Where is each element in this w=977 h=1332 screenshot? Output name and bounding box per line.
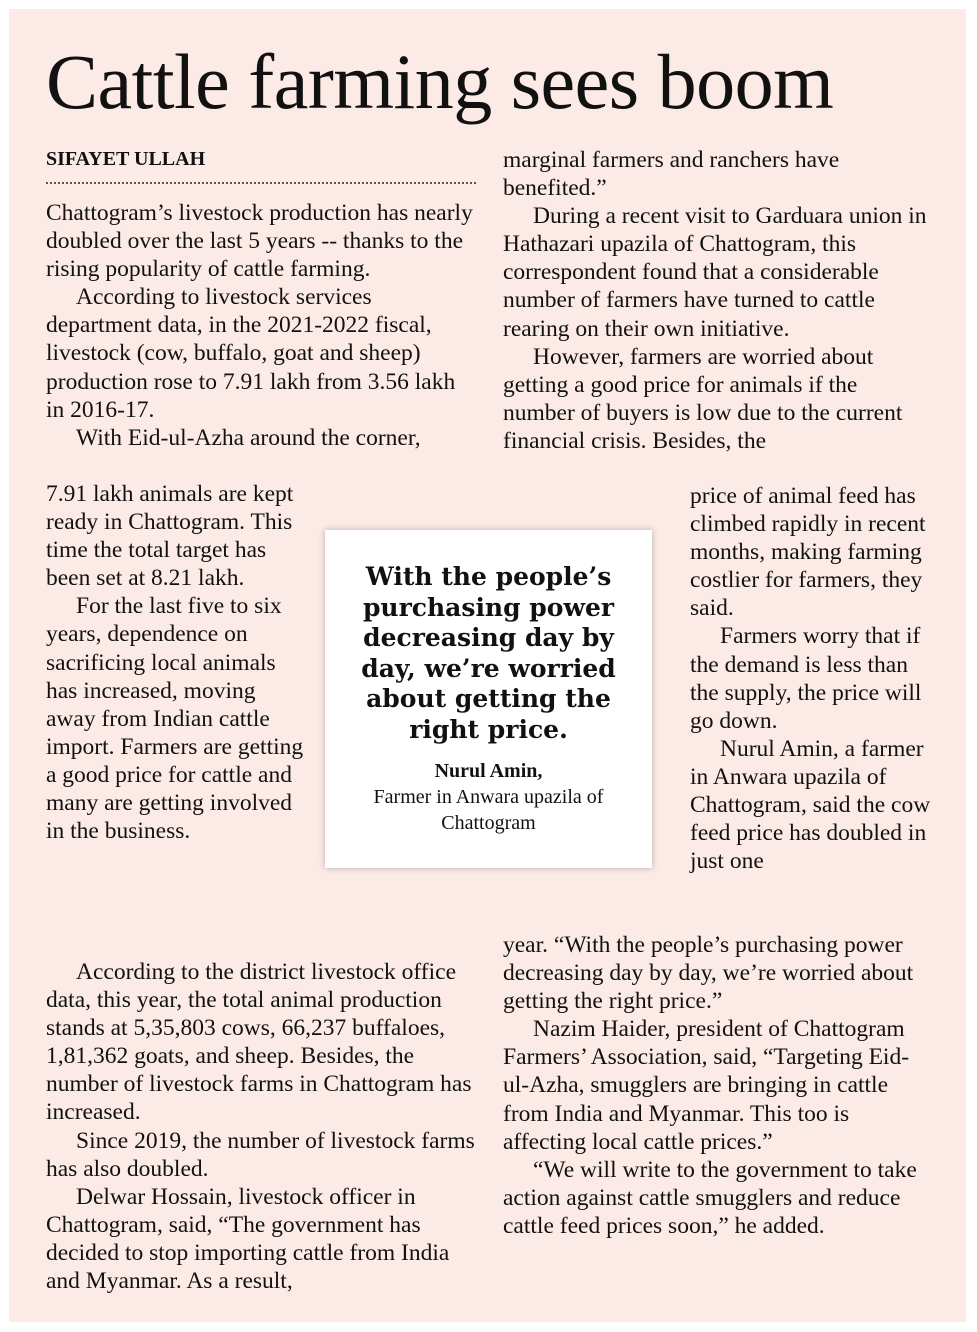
paragraph: “We will write to the government to take action against cattle smugglers and reduce cattle feed prices soon,” he added. (503, 1156, 917, 1239)
paragraph: price of animal feed has climbed rapidly in recent months, making farming costlier for farmers, they said. (690, 483, 926, 622)
pull-quote-attribution-role: Farmer in Anwara upazila of Chattogram (373, 786, 604, 834)
column-right-narrow (690, 482, 940, 875)
paragraph: Nazim Haider, president of Chattogram Farmers’ Association, said, “Targeting Eid-ul-Azha, smugglers are bringing in cattle from India and Myanmar. This too is affecting local cattle prices.” (503, 1016, 910, 1155)
paragraph: Farmers worry that if the demand is less than the supply, the price will go down. (690, 623, 922, 734)
paragraph: With Eid-ul-Azha around the corner, (76, 424, 421, 451)
paragraph: Chattogram’s livestock production has nearly doubled over the last 5 years -- thanks to the rising popularity of cattle farming. (46, 200, 473, 283)
paragraph: Nurul Amin, a farmer in Anwara upazila of Chattogram, said the cow feed price has doubled in just one (690, 735, 931, 875)
paragraph: According to the district livestock office data, this year, the total animal production stands at 5,35,803 cows, 66,237 buffaloes, 1,81,362 goats, and sheep. Besides, the number of livestock farms in Chattogram has increased. (46, 959, 472, 1126)
column-right-bottom (503, 931, 933, 1240)
pull-quote-attribution-name: Nurul Amin, (434, 760, 543, 782)
byline: SIFAYET ULLAH (46, 148, 206, 170)
paragraph: 7.91 lakh animals are kept ready in Chattogram. This time the total target has been set at 8.21 lakh. (46, 481, 294, 592)
paragraph: Since 2019, the number of livestock farms has also doubled. (46, 1127, 475, 1182)
paragraph: According to livestock services department data, in the 2021-2022 fiscal, livestock (cow, buffalo, goat and sheep) production rose to 7.91 lakh from 3.56 lakh in 2016-17. (46, 284, 456, 423)
paragraph: Delwar Hossain, livestock officer in Chattogram, said, “The government has decided to stop importing cattle from India and Myanmar. As a result, (46, 1183, 450, 1295)
pull-quote-text: With the people’s purchasing power decreasing day by day, we’re worried about getting the right price. (361, 562, 616, 744)
column-left-narrow (46, 480, 308, 845)
paragraph: During a recent visit to Garduara union in Hathazari upazila of Chattogram, this correspondent found that a considerable number of farmers have turned to cattle rearing on their own initiative. (503, 203, 927, 342)
paragraph: For the last five to six years, dependence on sacrificing local animals has increased, moving away from Indian cattle import. Farmers are getting a good price for cattle and many are getting involved in the business. (46, 593, 304, 845)
headline: Cattle farming sees boom (46, 38, 834, 125)
column-right-top (503, 146, 933, 455)
paragraph: year. “With the people’s purchasing power decreasing day by day, we’re worried about getting the right price.” (503, 932, 914, 1015)
paragraph: However, farmers are worried about getting a good price for animals if the number of buyers is low due to the current financial crisis. Besides, the (503, 343, 903, 454)
column-left-bottom (46, 958, 478, 1295)
column-left-top (46, 199, 478, 452)
pull-quote-box (325, 530, 652, 868)
paragraph: marginal farmers and ranchers have benefited.” (503, 147, 840, 202)
byline-divider (46, 182, 476, 184)
